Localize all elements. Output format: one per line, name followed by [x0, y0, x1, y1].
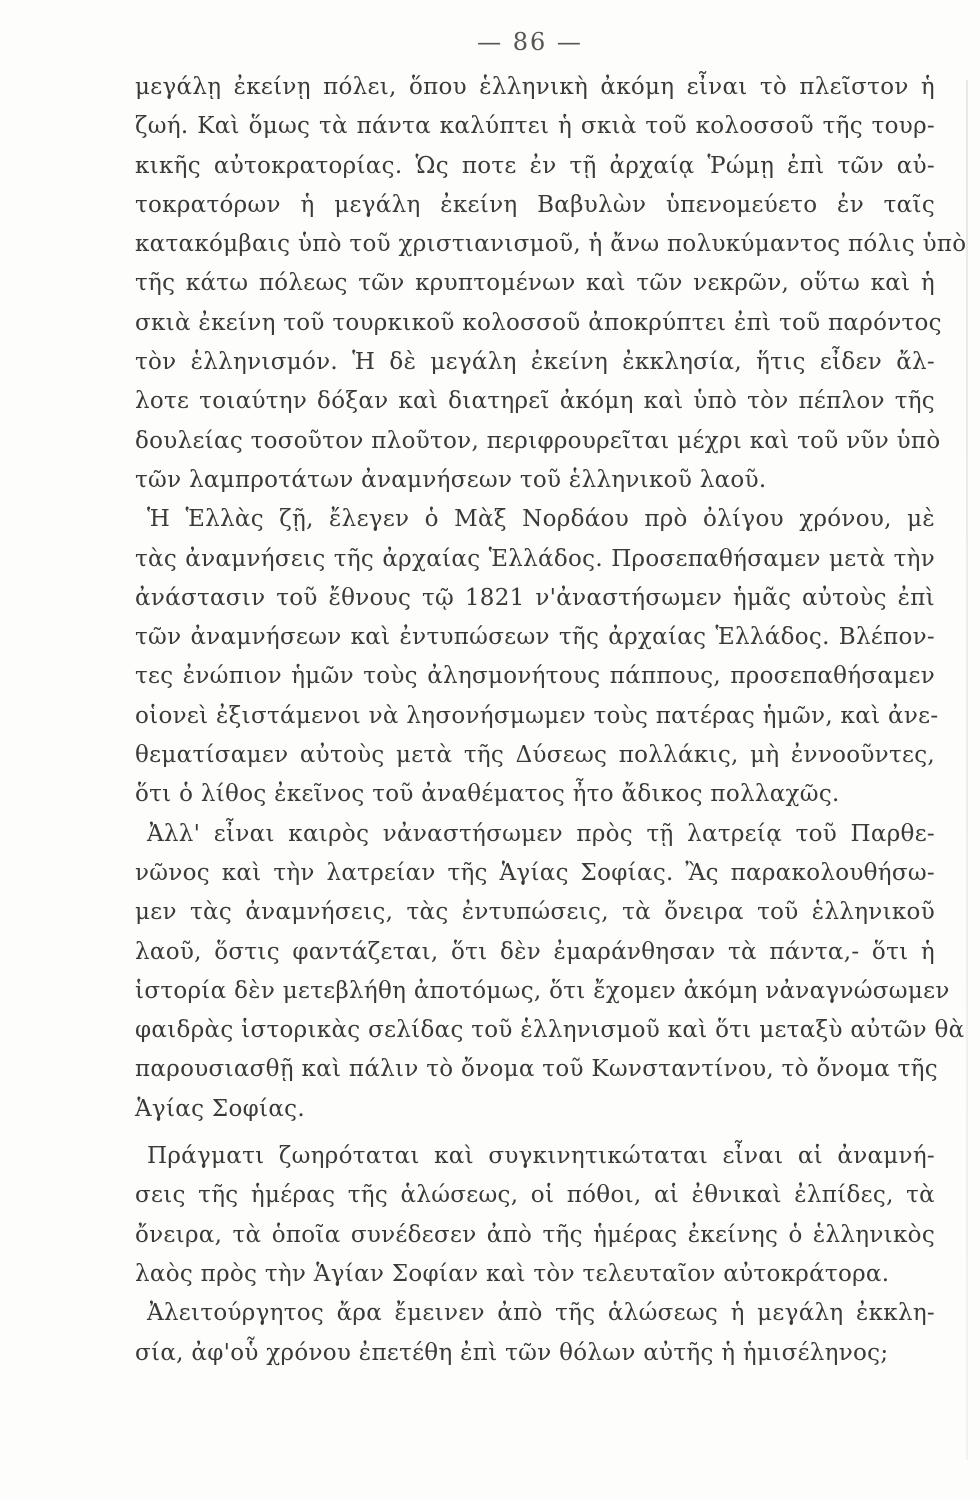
text-line: Ἡ Ἑλλὰς ζῇ, ἔλεγεν ὁ Μὰξ Νορδάου πρὸ ὀλίγου χρόνου, μὲ [147, 506, 935, 533]
text-line: φαιδρὰς ἱστορικὰς σελίδας τοῦ ἑλληνισμοῦ καὶ ὅτι μεταξὺ αὐτῶν θὰ [135, 1017, 965, 1044]
text-line: κικῆς αὐτοκρατορίας. Ὡς ποτε ἐν τῇ ἀρχαίᾳ Ῥώμῃ ἐπὶ τῶν αὐ- [135, 152, 935, 179]
text-line: νῶνος καὶ τὴν λατρείαν τῆς Ἁγίας Σοφίας. Ἂς παρακολουθήσω- [135, 859, 935, 886]
page-number: — 86 — [477, 28, 583, 56]
body-text [135, 68, 967, 1373]
paragraph [135, 1294, 935, 1373]
text-line: τες ἐνώπιον ἡμῶν τοὺς ἀλησμονήτους πάππους, προσεπαθήσαμεν [135, 663, 935, 690]
text-line: οἱονεὶ ἐξιστάμενοι νὰ λησονήσμωμεν τοὺς πατέρας ἡμῶν, καὶ ἀνε- [135, 702, 939, 729]
text-line: σεις τῆς ἡμέρας τῆς ἁλώσεως, οἱ πόθοι, αἱ ἐθνικαὶ ἐλπίδες, τὰ [135, 1182, 935, 1209]
text-line: λαὸς πρὸς τὴν Ἁγίαν Σοφίαν καὶ τὸν τελευταῖον αὐτοκράτορα. [135, 1260, 890, 1287]
text-line: τὰς ἀναμνήσεις τῆς ἀρχαίας Ἑλλάδος. Προσεπαθήσαμεν μετὰ τὴν [135, 545, 935, 572]
text-line: λοτε τοιαύτην δόξαν καὶ διατηρεῖ ἀκόμη καὶ ὑπὸ τὸν πέπλον τῆς [135, 388, 935, 415]
text-line: σκιὰ ἐκείνη τοῦ τουρκικοῦ κολοσσοῦ ἀποκρύπτει ἐπὶ τοῦ παρόντος [135, 309, 942, 336]
text-line: Ἀλειτούργητος ἄρα ἔμεινεν ἀπὸ τῆς ἁλώσεως ἡ μεγάλη ἐκκλη- [147, 1300, 935, 1327]
text-line: ὄνειρα, τὰ ὁποῖα συνέδεσεν ἀπὸ τῆς ἡμέρας ἐκείνης ὁ ἑλληνικὸς [135, 1221, 935, 1248]
text-line: Ἁγίας Σοφίας. [135, 1095, 305, 1122]
text-line: τὸν ἑλληνισμόν. Ἡ δὲ μεγάλη ἐκείνη ἐκκλησία, ἥτις εἶδεν ἄλ- [135, 349, 935, 376]
text-line: ἱστορία δὲν μετεβλήθη ἀποτόμως, ὅτι ἔχομεν ἀκόμη νἀναγνώσωμεν [135, 977, 950, 1004]
text-line: Ἀλλ' εἶναι καιρὸς νἀναστήσωμεν πρὸς τῇ λατρείᾳ τοῦ Παρθε- [147, 820, 935, 847]
text-line: Πράγματι ζωηρόταται καὶ συγκινητικώταται εἶναι αἱ ἀναμνή- [147, 1143, 935, 1170]
page-edge-shadow [966, 80, 968, 1460]
paragraph-gap [135, 1129, 935, 1137]
text-line: τῶν ἀναμνήσεων καὶ ἐντυπώσεων τῆς ἀρχαίας Ἑλλάδος. Βλέπον- [135, 624, 935, 651]
paragraph [135, 815, 965, 1129]
paragraph [135, 1137, 935, 1294]
text-line: κατακόμβαις ὑπὸ τοῦ χριστιανισμοῦ, ἡ ἄνω πολυκύμαντος πόλις ὑπὸ [135, 231, 967, 258]
text-line: ζωή. Καὶ ὅμως τὰ πάντα καλύπτει ἡ σκιὰ τοῦ κολοσσοῦ τῆς τουρ- [135, 113, 935, 140]
text-line: δουλείας τοσοῦτον πλοῦτον, περιφρουρεῖται μέχρι καὶ τοῦ νῦν ὑπὸ [135, 427, 941, 454]
text-line: ὅτι ὁ λίθος ἐκεῖνος τοῦ ἀναθέματος ἦτο ἄδικος πολλαχῶς. [135, 781, 840, 808]
text-line: τῶν λαμπροτάτων ἀναμνήσεων τοῦ ἑλληνικοῦ λαοῦ. [135, 466, 767, 493]
text-line: παρουσιασθῇ καὶ πάλιν τὸ ὄνομα τοῦ Κωνσταντίνου, τὸ ὄνομα τῆς [135, 1056, 938, 1083]
text-line: θεματίσαμεν αὐτοὺς μετὰ τῆς Δύσεως πολλάκις, μὴ ἐννοοῦντες, [135, 742, 935, 769]
text-line: μεν τὰς ἀναμνήσεις, τὰς ἐντυπώσεις, τὰ ὄνειρα τοῦ ἑλληνικοῦ [135, 899, 935, 926]
text-line: τῆς κάτω πόλεως τῶν κρυπτομένων καὶ τῶν νεκρῶν, οὕτω καὶ ἡ [135, 270, 935, 297]
text-line: τοκρατόρων ἡ μεγάλη ἐκείνη Βαβυλὼν ὑπενομεύετο ἐν ταῖς [135, 191, 935, 218]
text-line: λαοῦ, ὅστις φαντάζεται, ὅτι δὲν ἐμαράνθησαν τὰ πάντα,- ὅτι ἡ [135, 938, 935, 965]
text-line: μεγάλῃ ἐκείνῃ πόλει, ὅπου ἑλληνικὴ ἀκόμη εἶναι τὸ πλεῖστον ἡ [135, 74, 935, 100]
text-line: ἀνάστασιν τοῦ ἔθνους τῷ 1821 ν'ἀναστήσωμεν ἡμᾶς αὐτοὺς ἐπὶ [135, 584, 935, 611]
text-line: σία, ἀφ'οὗ χρόνου ἐπετέθη ἐπὶ τῶν θόλων αὐτῆς ἡ ἡμισέληνος; [135, 1339, 889, 1366]
paragraph [135, 68, 967, 500]
paragraph [135, 500, 939, 814]
